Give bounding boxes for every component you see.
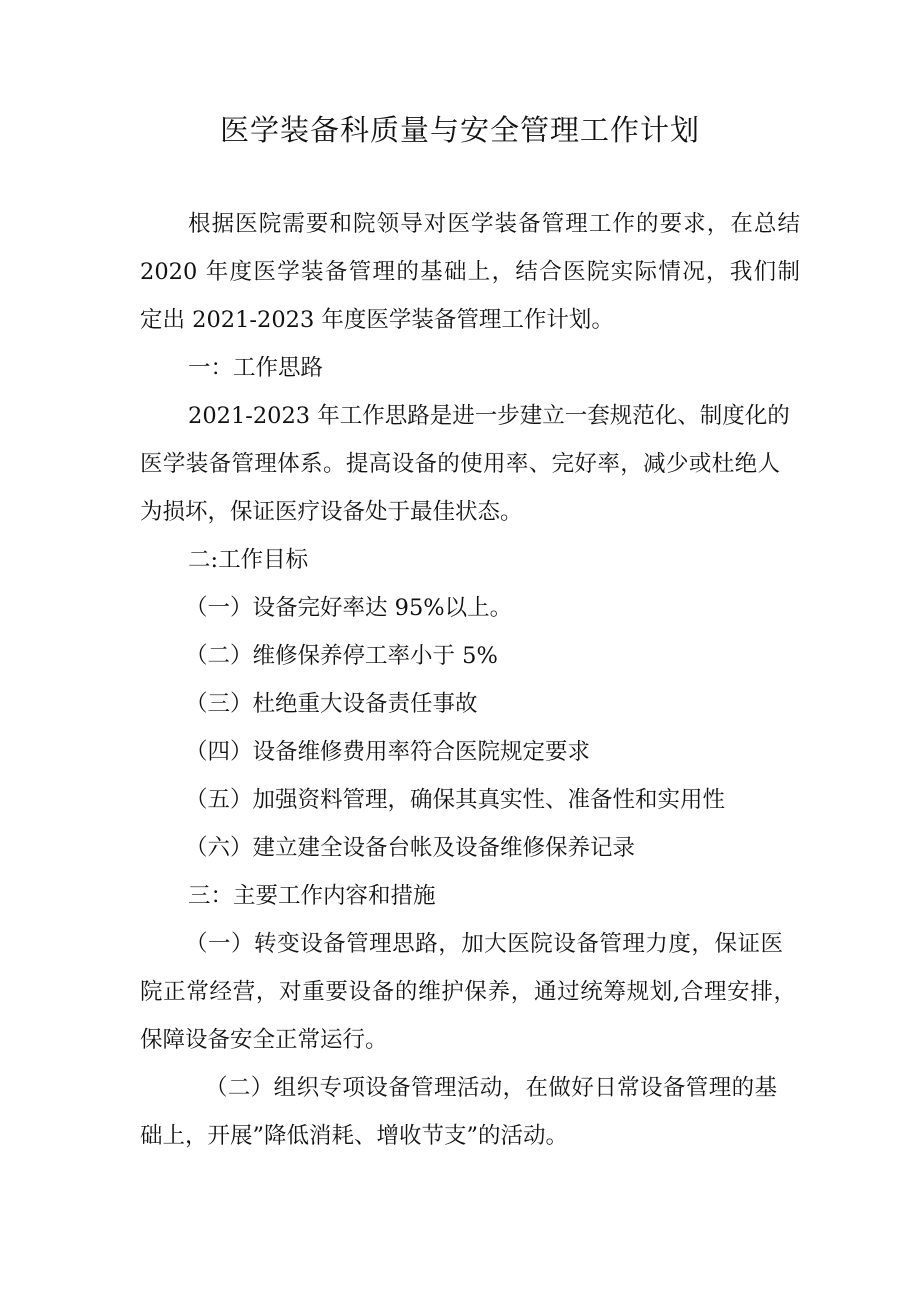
list-item: （三）杜绝重大设备责任事故 xyxy=(185,691,478,717)
section-heading: 一：工作思路 xyxy=(188,355,324,381)
paragraph-line: （一）转变设备管理思路，加大医院设备管理力度，保证医 xyxy=(185,931,783,957)
list-item: （五）加强资料管理，确保其真实性、准备性和实用性 xyxy=(185,787,726,813)
list-item: （四）设备维修费用率符合医院规定要求 xyxy=(185,739,591,765)
paragraph-line: 2021-2023 年工作思路是进一步建立一套规范化、制度化的 xyxy=(188,403,790,429)
section-heading: 二:工作目标 xyxy=(188,547,309,573)
list-item: （二）维修保养停工率小于 5% xyxy=(185,643,498,669)
paragraph-line: 院正常经营，对重要设备的维护保养，通过统筹规划,合理安排， xyxy=(140,979,796,1005)
paragraph-line: （二）组织专项设备管理活动，在做好日常设备管理的基 xyxy=(205,1075,777,1101)
paragraph-line: 为损坏，保证医疗设备处于最佳状态。 xyxy=(140,499,523,525)
section-heading: 三：主要工作内容和措施 xyxy=(188,883,436,909)
document-title: 医学装备科质量与安全管理工作计划 xyxy=(219,113,700,147)
paragraph-line: 2020 年度医学装备管理的基础上，结合医院实际情况，我们制 xyxy=(140,259,800,285)
paragraph-line: 根据医院需要和院领导对医学装备管理工作的要求，在总结 xyxy=(188,211,800,237)
paragraph-line: 保障设备安全正常运行。 xyxy=(140,1027,388,1053)
paragraph-line: 医学装备管理体系。提高设备的使用率、完好率，减少或杜绝人 xyxy=(140,451,780,477)
paragraph-line: 础上，开展”降低消耗、增收节支”的活动。 xyxy=(140,1123,569,1149)
paragraph-line: 定出 2021-2023 年度医学装备管理工作计划。 xyxy=(140,307,614,333)
list-item: （一）设备完好率达 95%以上。 xyxy=(185,595,513,621)
list-item: （六）建立建全设备台帐及设备维修保养记录 xyxy=(185,835,636,861)
